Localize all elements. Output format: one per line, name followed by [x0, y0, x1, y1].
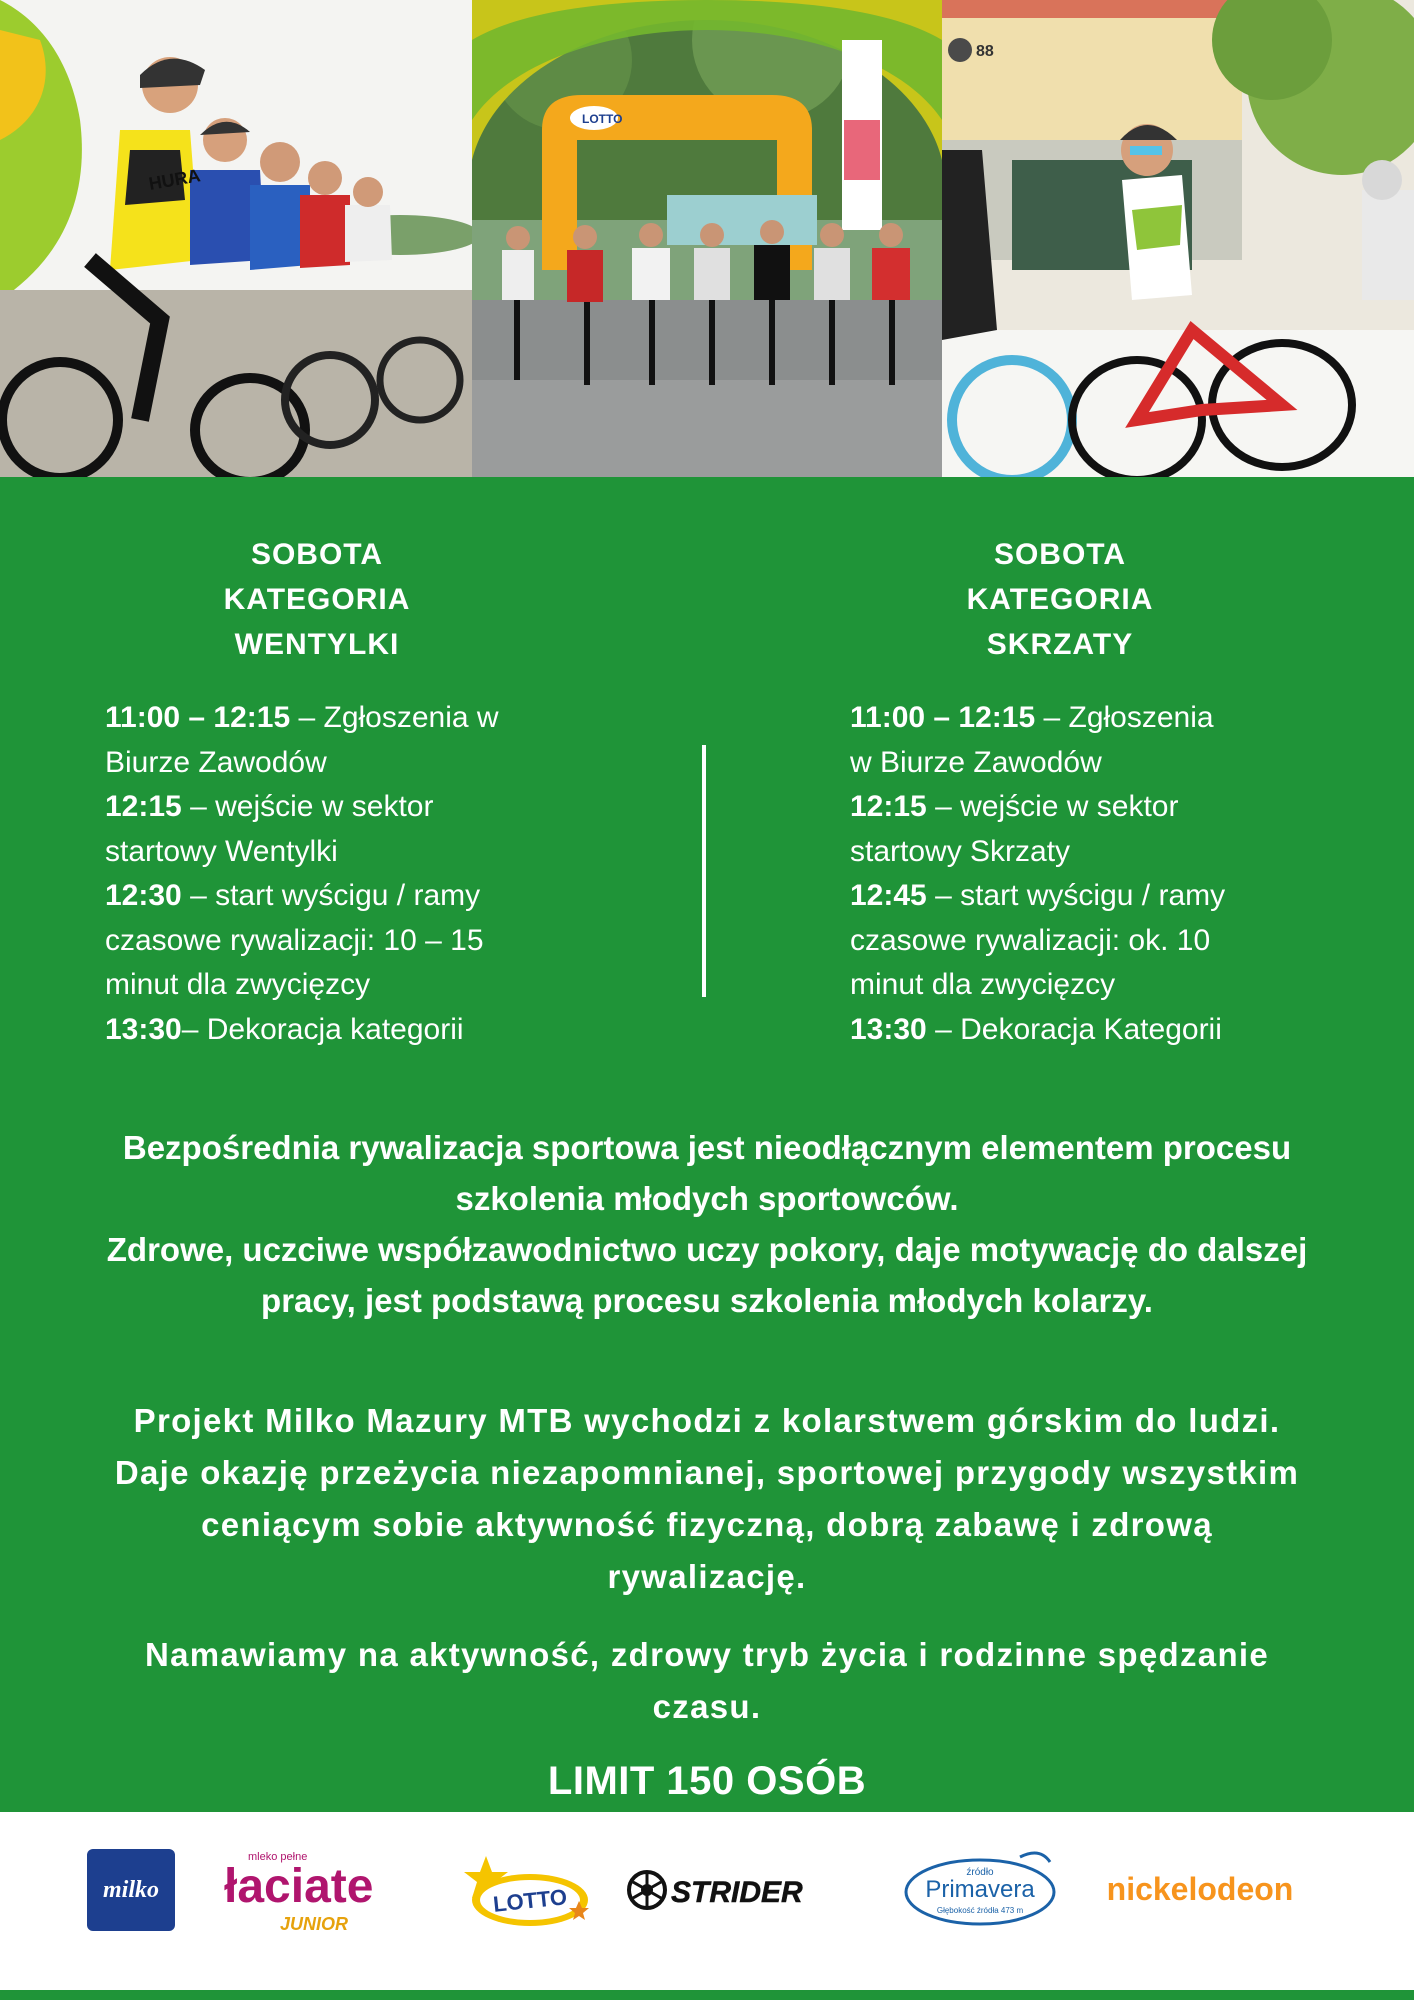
paragraph-line: Daje okazję przeżycia niezapomnianej, sportowej przygody wszystkim	[114, 1454, 1300, 1491]
primavera-sub-text: Głębokość źródła 473 m	[936, 1906, 1024, 1915]
heading-wentylki	[57, 532, 577, 667]
schedule-line	[850, 963, 1225, 1008]
heading-line: KATEGORIA	[223, 583, 411, 616]
photo-children-under-arch	[472, 0, 942, 477]
heading-line: SOBOTA	[993, 538, 1127, 571]
schedule-line	[105, 1008, 499, 1053]
photo-young-riders-start	[0, 0, 472, 477]
paragraph-line: Projekt Milko Mazury MTB wychodzi z kolarstwem górskim do ludzi.	[133, 1402, 1281, 1439]
primavera-text: Primavera	[925, 1876, 1035, 1903]
schedule-line	[105, 874, 499, 919]
green-content-panel	[0, 477, 1414, 1812]
schedule-time: 13:30	[850, 1012, 927, 1046]
paragraph-line: pracy, jest podstawą procesu szkolenia młodych kolarzy.	[261, 1282, 1153, 1319]
schedule-text: – Zgłoszenia	[1035, 701, 1214, 734]
laciate-junior-text: JUNIOR	[280, 1914, 349, 1934]
schedule-text: w Biurze Zawodów	[850, 745, 1102, 779]
schedule-text: Biurze Zawodów	[105, 745, 327, 779]
paragraph-line: Namawiamy na aktywność, zdrowy tryb życia i rodzinne spędzanie	[144, 1636, 1270, 1673]
schedule-time: 12:45	[850, 879, 927, 912]
schedule-time: 11:00 – 12:15	[850, 701, 1036, 734]
schedule-time: 12:15	[850, 790, 927, 823]
strider-text: STRIDER	[671, 1876, 803, 1909]
lotto-text: LOTTO	[491, 1884, 569, 1917]
arch-brand-text: LOTTO	[582, 112, 623, 126]
photo-strip	[0, 0, 1414, 477]
milko-logo	[85, 1847, 177, 1933]
bottom-green-strip	[0, 1990, 1414, 2000]
schedule-line	[850, 741, 1225, 786]
schedule-line	[105, 919, 499, 964]
primavera-logo	[900, 1847, 1060, 1937]
schedule-time: 13:30	[105, 1012, 182, 1046]
photo-jersey-text: HURA	[147, 165, 202, 194]
schedule-wentylki	[105, 696, 499, 1052]
schedule-text: czasowe rywalizacji: ok. 10	[850, 923, 1211, 957]
schedule-text: – Dekoracja kategorii	[181, 1012, 464, 1046]
schedule-text: minut dla zwycięzcy	[850, 968, 1116, 1001]
building-number-text: 88	[976, 43, 994, 60]
paragraph-line: Bezpośrednia rywalizacja sportowa jest nieodłącznym elementem procesu	[122, 1129, 1292, 1166]
paragraph-encourage	[40, 1629, 1374, 1733]
schedule-line	[105, 696, 499, 741]
schedule-text: – start wyścigu / ramy	[926, 879, 1226, 912]
schedule-line	[850, 1008, 1225, 1053]
heading-line: WENTYLKI	[234, 628, 400, 661]
schedule-time: 11:00 – 12:15	[105, 701, 291, 734]
heading-line: SKRZATY	[986, 628, 1134, 661]
strider-logo	[625, 1860, 865, 1920]
schedule-line	[850, 830, 1225, 875]
schedule-skrzaty	[850, 696, 1225, 1052]
heading-skrzaty	[800, 532, 1320, 667]
schedule-text: – Dekoracja Kategorii	[926, 1012, 1222, 1046]
laciate-top-text: mleko pełne	[248, 1851, 308, 1863]
paragraph-line: rywalizację.	[607, 1558, 807, 1595]
sponsor-logos-bar	[0, 1812, 1414, 2000]
laciate-text: łaciate	[224, 1860, 374, 1913]
schedule-time: 12:30	[105, 879, 182, 912]
schedule-text: startowy Wentylki	[105, 834, 338, 868]
paragraph-line: czasu.	[652, 1688, 762, 1725]
paragraph-line: ceniącym sobie aktywność fizyczną, dobrą zabawę i zdrową	[201, 1506, 1213, 1543]
heading-line: KATEGORIA	[966, 583, 1154, 616]
heading-line: SOBOTA	[250, 538, 384, 571]
schedule-text: – Zgłoszenia w	[290, 701, 499, 734]
schedule-text: minut dla zwycięzcy	[105, 968, 371, 1001]
schedule-text: czasowe rywalizacji: 10 – 15	[105, 923, 484, 957]
paragraph-line: Zdrowe, uczciwe współzawodnictwo uczy pokory, daje motywację do dalszej	[106, 1231, 1308, 1268]
schedule-line	[850, 919, 1225, 964]
laciate-logo	[220, 1840, 420, 1940]
schedule-line	[850, 696, 1225, 741]
schedule-text: – start wyścigu / ramy	[181, 879, 481, 912]
paragraph-rivalry	[40, 1122, 1374, 1326]
milko-logo-text: milko	[102, 1877, 160, 1903]
schedule-line	[105, 741, 499, 786]
schedule-line	[105, 830, 499, 875]
schedule-time: 12:15	[105, 790, 182, 823]
schedule-text: – wejście w sektor	[926, 790, 1179, 823]
nickelodeon-logo	[1090, 1862, 1310, 1917]
nickelodeon-text: nickelodeon	[1106, 1871, 1294, 1907]
participant-limit: LIMIT 150 OSÓB	[547, 1759, 867, 1803]
schedule-text: startowy Skrzaty	[850, 834, 1071, 868]
paragraph-project	[40, 1395, 1374, 1603]
schedule-line	[850, 785, 1225, 830]
column-divider	[702, 745, 706, 997]
schedule-line	[850, 874, 1225, 919]
photo-boy-red-bike	[942, 0, 1414, 477]
primavera-top-text: źródło	[966, 1867, 994, 1878]
schedule-line	[105, 785, 499, 830]
lotto-logo	[460, 1850, 592, 1932]
paragraph-line: szkolenia młodych sportowców.	[455, 1180, 959, 1217]
schedule-line	[105, 963, 499, 1008]
schedule-text: – wejście w sektor	[181, 790, 434, 823]
